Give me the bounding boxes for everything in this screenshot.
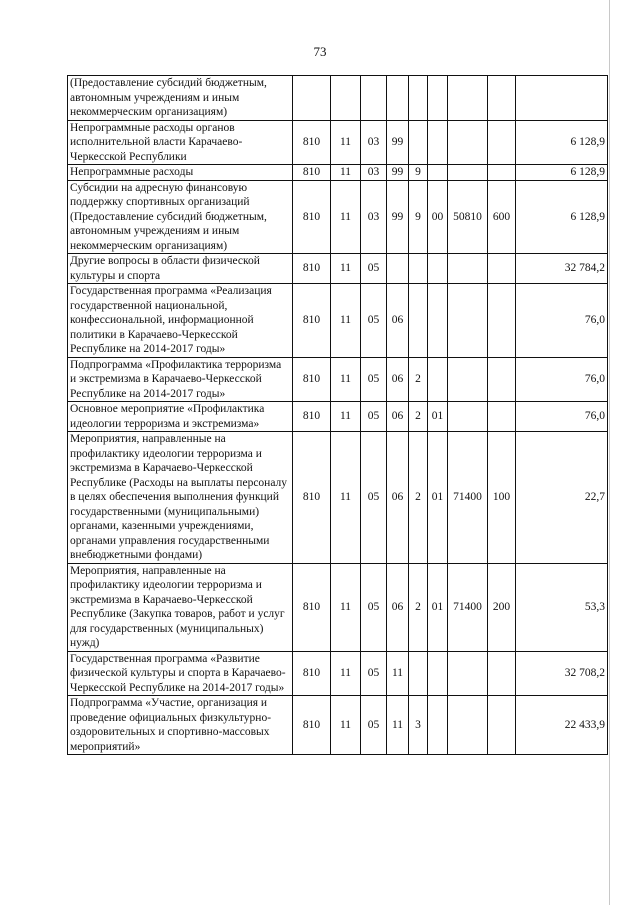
section-code: 11: [331, 180, 361, 254]
expense-type-code: [488, 696, 516, 755]
section-code: 11: [331, 357, 361, 402]
department-code: 810: [293, 563, 331, 651]
amount: 22,7: [516, 432, 608, 564]
subsection-code: 03: [361, 165, 387, 181]
department-code: 810: [293, 165, 331, 181]
program-code: 06: [387, 432, 409, 564]
section-code: 11: [331, 284, 361, 358]
measure-code: [428, 120, 448, 165]
program-code: 99: [387, 120, 409, 165]
expense-type-code: [488, 402, 516, 432]
expense-type-code: [488, 254, 516, 284]
amount: 76,0: [516, 284, 608, 358]
expense-type-code: 200: [488, 563, 516, 651]
department-code: 810: [293, 180, 331, 254]
scan-edge-line: [609, 0, 610, 905]
direction-code: [448, 402, 488, 432]
department-code: 810: [293, 432, 331, 564]
row-name: Подпрограмма «Участие, организация и проведение официальных физкультурно-оздоровительных и спортивно-массовых мероприятий»: [68, 696, 293, 755]
direction-code: [448, 651, 488, 696]
expense-type-code: [488, 284, 516, 358]
subsection-code: 03: [361, 180, 387, 254]
subprogram-code: 2: [409, 357, 428, 402]
direction-code: [448, 254, 488, 284]
row-name: Другие вопросы в области физической культуры и спорта: [68, 254, 293, 284]
subprogram-code: 2: [409, 563, 428, 651]
subprogram-code: [409, 76, 428, 121]
row-name: Государственная программа «Развитие физической культуры и спорта в Карачаево-Черкесской Республике на 2014-2017 годы»: [68, 651, 293, 696]
subprogram-code: [409, 254, 428, 284]
measure-code: 01: [428, 432, 448, 564]
subsection-code: 05: [361, 254, 387, 284]
direction-code: [448, 76, 488, 121]
amount: 32 708,2: [516, 651, 608, 696]
amount: 53,3: [516, 563, 608, 651]
table-row: [68, 120, 608, 165]
subprogram-code: 2: [409, 432, 428, 564]
table-row: [68, 651, 608, 696]
expense-type-code: 100: [488, 432, 516, 564]
table-row: [68, 76, 608, 121]
subprogram-code: 2: [409, 402, 428, 432]
amount: 22 433,9: [516, 696, 608, 755]
section-code: [331, 76, 361, 121]
measure-code: [428, 284, 448, 358]
program-code: 06: [387, 402, 409, 432]
measure-code: [428, 165, 448, 181]
department-code: 810: [293, 254, 331, 284]
direction-code: [448, 696, 488, 755]
expense-type-code: [488, 651, 516, 696]
department-code: 810: [293, 120, 331, 165]
table-row: [68, 696, 608, 755]
direction-code: [448, 357, 488, 402]
direction-code: [448, 284, 488, 358]
subsection-code: 05: [361, 357, 387, 402]
subprogram-code: 9: [409, 180, 428, 254]
expense-type-code: [488, 357, 516, 402]
table-row: [68, 357, 608, 402]
direction-code: 71400: [448, 563, 488, 651]
measure-code: [428, 696, 448, 755]
program-code: 06: [387, 284, 409, 358]
direction-code: 50810: [448, 180, 488, 254]
subsection-code: [361, 76, 387, 121]
row-name: Мероприятия, направленные на профилактику идеологии терроризма и экстремизма в Карачаево-Черкесской Республике (Расходы на выплаты персоналу в целях обеспечения выполнения функций государственными (муниципальными) органами, казенными учреждениями, органами управления государственными внебюджетными фондами): [68, 432, 293, 564]
program-code: 11: [387, 651, 409, 696]
budget-table: [67, 75, 608, 755]
expense-type-code: [488, 165, 516, 181]
subprogram-code: [409, 284, 428, 358]
row-name: Государственная программа «Реализация государственной национальной, конфессиональной, информационной политики в Карачаево-Черкесской Республике на 2014-2017 годы»: [68, 284, 293, 358]
department-code: [293, 76, 331, 121]
subsection-code: 03: [361, 120, 387, 165]
amount: 76,0: [516, 357, 608, 402]
section-code: 11: [331, 254, 361, 284]
amount: 6 128,9: [516, 165, 608, 181]
direction-code: 71400: [448, 432, 488, 564]
row-name: Непрограммные расходы органов исполнительной власти Карачаево-Черкесской Республики: [68, 120, 293, 165]
amount: 32 784,2: [516, 254, 608, 284]
program-code: 06: [387, 563, 409, 651]
program-code: 99: [387, 165, 409, 181]
section-code: 11: [331, 432, 361, 564]
table-row: [68, 254, 608, 284]
subsection-code: 05: [361, 563, 387, 651]
measure-code: [428, 651, 448, 696]
measure-code: [428, 254, 448, 284]
measure-code: 01: [428, 563, 448, 651]
measure-code: [428, 76, 448, 121]
row-name: Основное мероприятие «Профилактика идеологии терроризма и экстремизма»: [68, 402, 293, 432]
measure-code: [428, 357, 448, 402]
table-row: [68, 284, 608, 358]
row-name: Мероприятия, направленные на профилактику идеологии терроризма и экстремизма в Карачаево-Черкесской Республике (Закупка товаров, работ и услуг для государственных (муниципальных) нужд): [68, 563, 293, 651]
amount: 6 128,9: [516, 180, 608, 254]
amount: 76,0: [516, 402, 608, 432]
section-code: 11: [331, 563, 361, 651]
measure-code: 00: [428, 180, 448, 254]
subsection-code: 05: [361, 402, 387, 432]
program-code: [387, 254, 409, 284]
row-name: (Предоставление субсидий бюджетным, автономным учреждениям и иным некоммерческим организациям): [68, 76, 293, 121]
table-row: [68, 165, 608, 181]
row-name: Субсидии на адресную финансовую поддержку спортивных организаций (Предоставление субсидий бюджетным, автономным учреждениям и иным некоммерческим организациям): [68, 180, 293, 254]
subprogram-code: [409, 651, 428, 696]
subsection-code: 05: [361, 696, 387, 755]
amount: 6 128,9: [516, 120, 608, 165]
program-code: 99: [387, 180, 409, 254]
expense-type-code: 600: [488, 180, 516, 254]
row-name: Подпрограмма «Профилактика терроризма и экстремизма в Карачаево-Черкесской Республике на 2014-2017 годы»: [68, 357, 293, 402]
expense-type-code: [488, 120, 516, 165]
section-code: 11: [331, 696, 361, 755]
department-code: 810: [293, 651, 331, 696]
subsection-code: 05: [361, 284, 387, 358]
page-number: 73: [313, 44, 327, 59]
subprogram-code: [409, 120, 428, 165]
table-row: [68, 180, 608, 254]
program-code: 11: [387, 696, 409, 755]
program-code: 06: [387, 357, 409, 402]
section-code: 11: [331, 651, 361, 696]
table-row: [68, 402, 608, 432]
measure-code: 01: [428, 402, 448, 432]
direction-code: [448, 120, 488, 165]
amount: [516, 76, 608, 121]
program-code: [387, 76, 409, 121]
department-code: 810: [293, 357, 331, 402]
budget-table-body: [68, 76, 608, 755]
department-code: 810: [293, 402, 331, 432]
subprogram-code: 3: [409, 696, 428, 755]
direction-code: [448, 165, 488, 181]
table-row: [68, 563, 608, 651]
section-code: 11: [331, 120, 361, 165]
section-code: 11: [331, 165, 361, 181]
section-code: 11: [331, 402, 361, 432]
expense-type-code: [488, 76, 516, 121]
table-row: [68, 432, 608, 564]
row-name: Непрограммные расходы: [68, 165, 293, 181]
subprogram-code: 9: [409, 165, 428, 181]
department-code: 810: [293, 696, 331, 755]
department-code: 810: [293, 284, 331, 358]
subsection-code: 05: [361, 432, 387, 564]
subsection-code: 05: [361, 651, 387, 696]
